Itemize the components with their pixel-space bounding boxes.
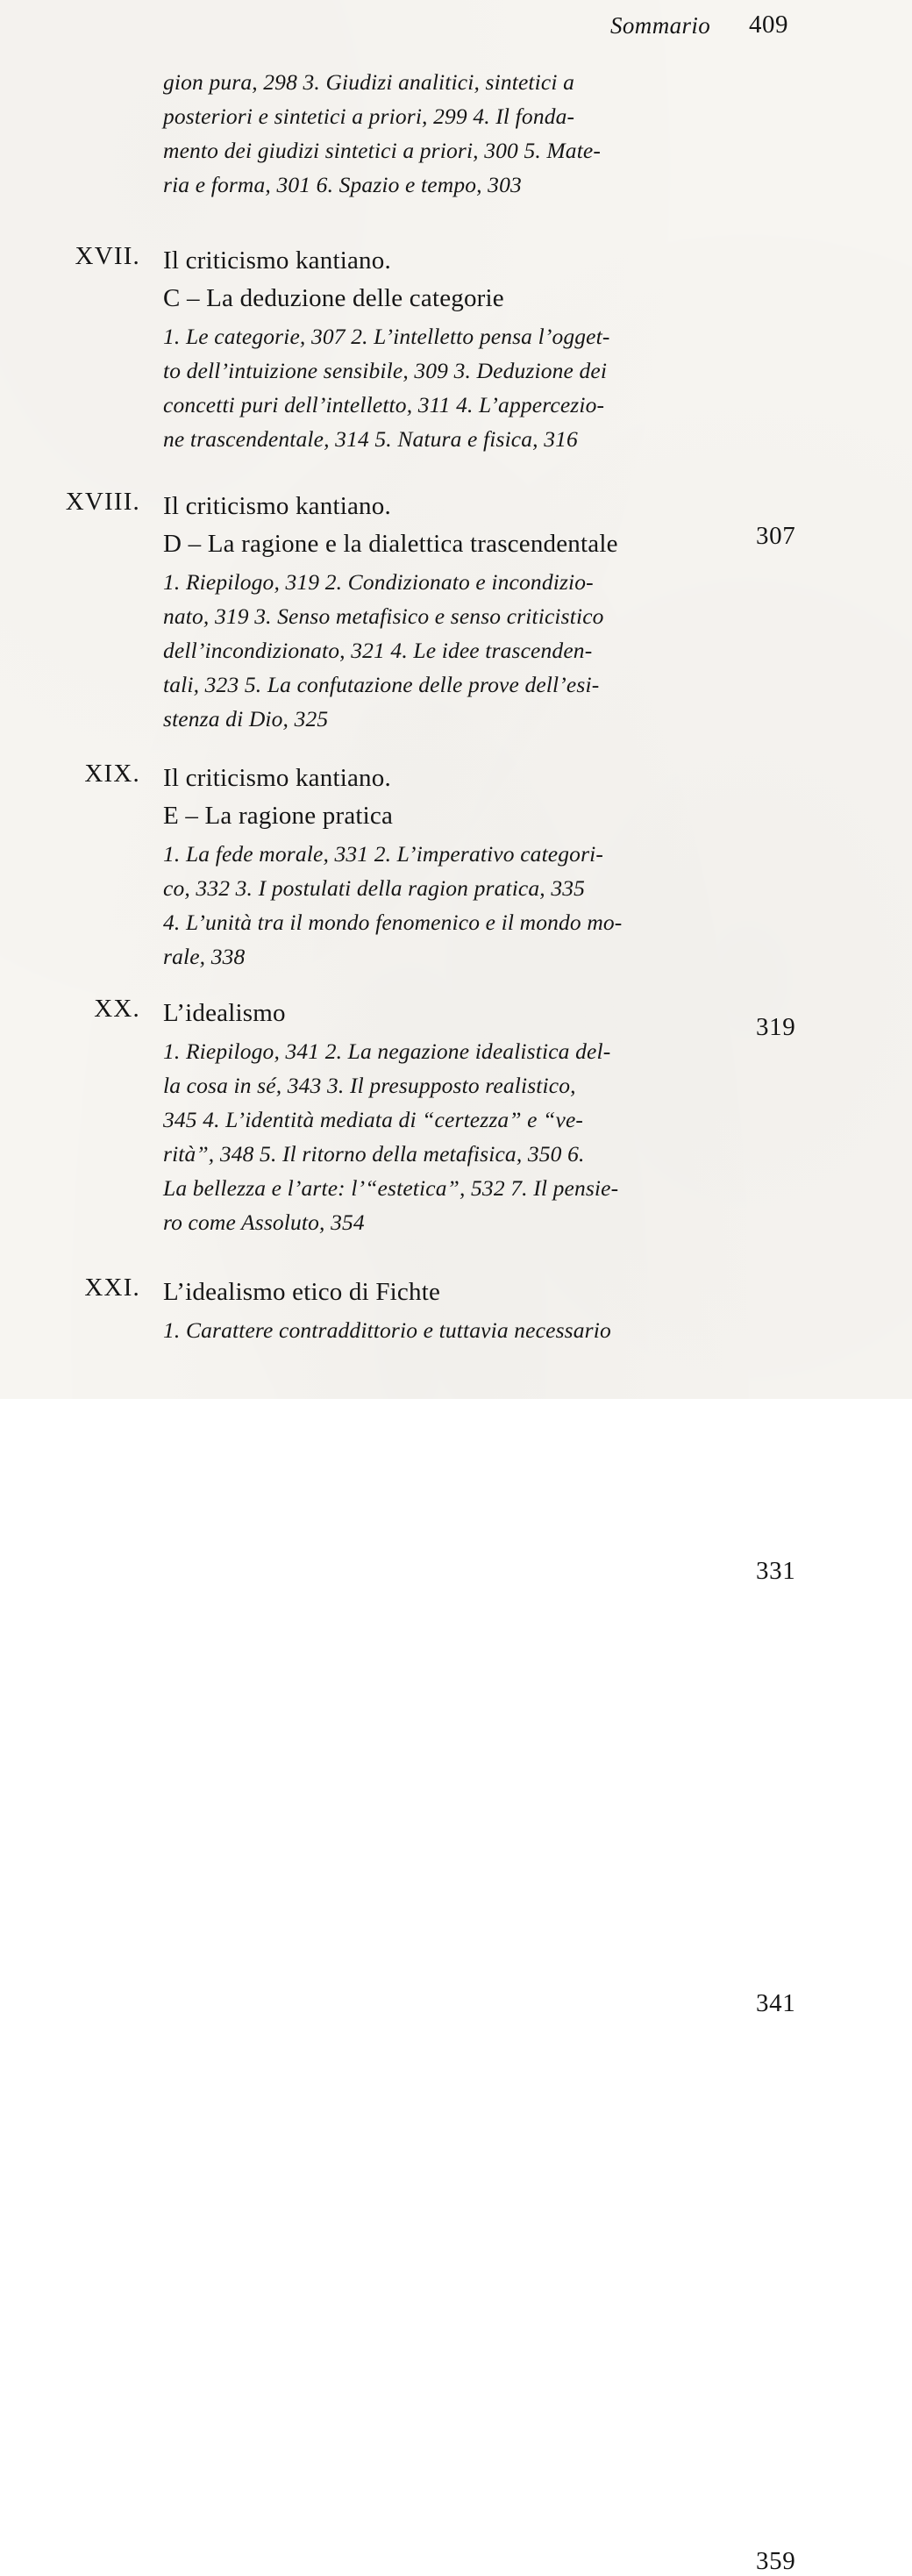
page-number: 409 (749, 11, 788, 39)
running-head (0, 7, 912, 46)
section-line: ro come Assoluto, 354 (163, 1210, 365, 1235)
chapter-sections (163, 837, 703, 974)
chapter-title: L’idealismo etico di Fichte (163, 1278, 441, 1306)
chapter-sections (163, 1034, 703, 1239)
chapter-sections (163, 1313, 703, 1347)
section-line: nato, 319 3. Senso metafisico e senso criticistico (163, 603, 604, 629)
chapter-sections (163, 565, 703, 736)
section-line: la cosa in sé, 343 3. Il presupposto realistico, (163, 1073, 576, 1098)
chapter-title: L’idealismo (163, 999, 286, 1027)
chapter-numeral: XVII. (75, 242, 140, 270)
paragraph-line: ria e forma, 301 6. Spazio e tempo, 303 (163, 172, 522, 197)
paragraph-line: gion pura, 298 3. Giudizi analitici, sintetici a (163, 69, 575, 95)
section-line: stenza di Dio, 325 (163, 706, 329, 731)
chapter-numeral: XIX. (84, 760, 140, 788)
section-line: rale, 338 (163, 944, 246, 969)
section-line: 1. Le categorie, 307 2. L’intelletto pensa l’ogget- (163, 324, 610, 349)
section-line: 1. Riepilogo, 341 2. La negazione idealistica del- (163, 1038, 611, 1064)
running-head-title: Sommario (610, 12, 711, 39)
section-line: La bellezza e l’arte: l’“estetica”, 532 7. Il pensie- (163, 1175, 619, 1201)
section-line: co, 332 3. I postulati della ragion pratica, 335 (163, 875, 586, 901)
section-line: dell’incondizionato, 321 4. Le idee trascenden- (163, 638, 593, 663)
toc-entry-body (163, 488, 703, 736)
chapter-numeral: XVIII. (65, 488, 140, 516)
section-line: 1. La fede morale, 331 2. L’imperativo categori- (163, 841, 604, 867)
toc-entry-body (163, 995, 703, 1239)
chapter-page-number: 319 (756, 1013, 796, 1041)
chapter-page-number: 331 (756, 1557, 796, 1585)
section-line: 1. Carattere contraddittorio e tuttavia necessario (163, 1317, 611, 1343)
chapter-title: Il criticismo kantiano. (163, 246, 391, 275)
toc-entry-body (163, 760, 703, 974)
section-line: 345 4. L’identità mediata di “certezza” e “ve- (163, 1107, 584, 1132)
chapter-title: Il criticismo kantiano. (163, 492, 391, 520)
section-line: 1. Riepilogo, 319 2. Condizionato e incondizio- (163, 569, 594, 595)
paragraph-line: posteriori e sintetici a priori, 299 4. Il fonda- (163, 103, 575, 129)
toc-entry-body (163, 1274, 703, 1347)
chapter-subtitle: E – La ragione pratica (163, 802, 394, 830)
paragraph-line: mento dei giudizi sintetici a priori, 300 5. Mate- (163, 138, 602, 163)
section-line: to dell’intuizione sensibile, 309 3. Deduzione dei (163, 358, 608, 383)
toc-entry-body (163, 242, 703, 456)
chapter-title: Il criticismo kantiano. (163, 764, 391, 792)
section-line: ne trascendentale, 314 5. Natura e fisica, 316 (163, 426, 578, 452)
chapter-subtitle: D – La ragione e la dialettica trascendentale (163, 530, 618, 558)
continued-paragraph (163, 65, 702, 202)
chapter-numeral: XX. (94, 995, 140, 1023)
section-line: tali, 323 5. La confutazione delle prove dell’esi- (163, 672, 600, 697)
chapter-page-number: 341 (756, 1989, 796, 2017)
chapter-sections (163, 319, 703, 456)
section-line: concetti puri dell’intelletto, 311 4. L’appercezio- (163, 392, 605, 417)
chapter-page-number: 307 (756, 522, 796, 550)
chapter-page-number: 359 (756, 2547, 796, 2575)
section-line: rità”, 348 5. Il ritorno della metafisica, 350 6. (163, 1141, 585, 1167)
chapter-subtitle: C – La deduzione delle categorie (163, 284, 504, 312)
chapter-numeral: XXI. (84, 1274, 140, 1302)
section-line: 4. L’unità tra il mondo fenomenico e il mondo mo- (163, 910, 623, 935)
